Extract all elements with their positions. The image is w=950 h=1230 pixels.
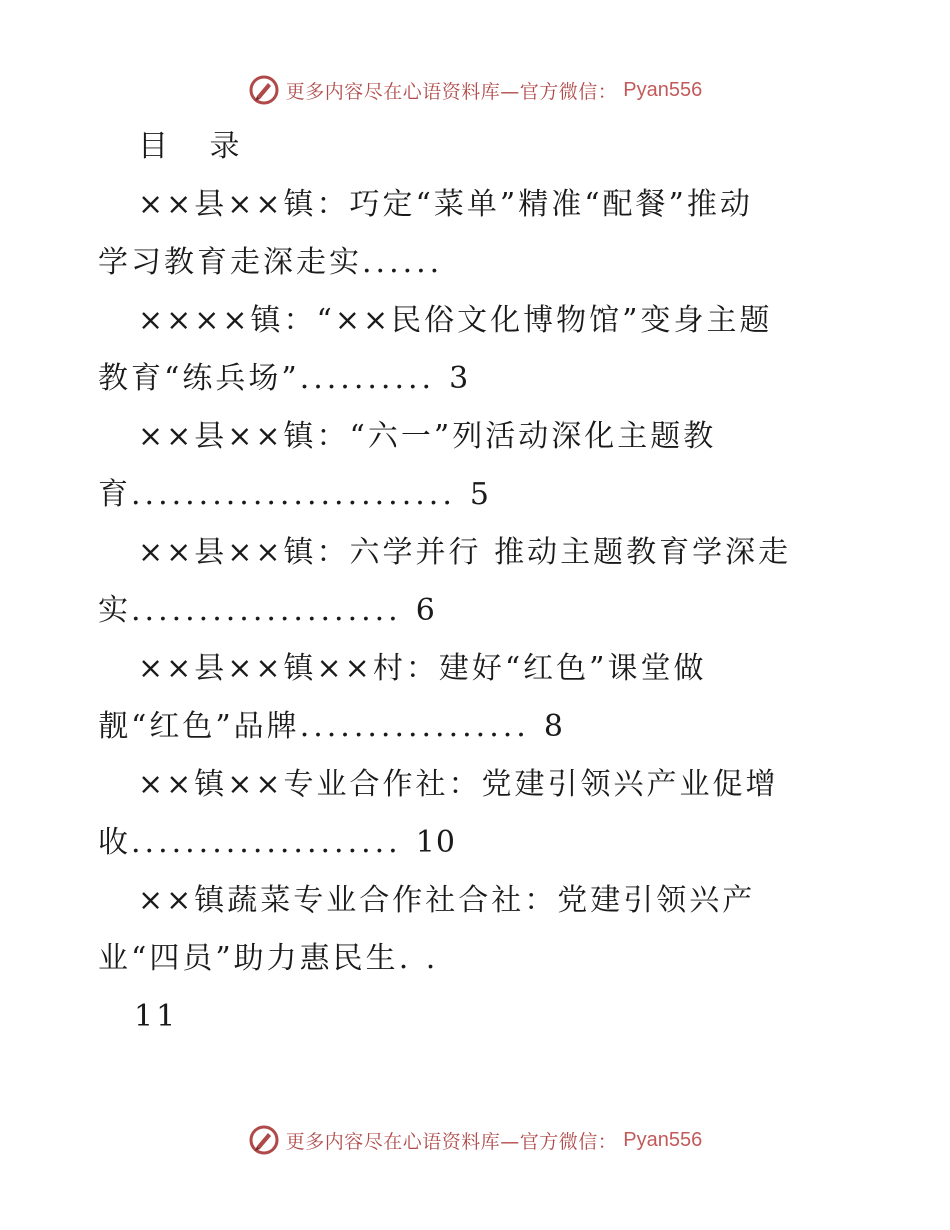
watermark-text: 更多内容尽在心语资料库—官方微信：	[285, 1130, 618, 1153]
toc-entry-title-cont: 学习教育走深走实	[98, 245, 362, 280]
toc-entry-title-cont: 靓“红色”品牌	[98, 709, 300, 744]
toc-entry-line1: ××县××镇：六学并行 推动主题教育学深走	[138, 535, 792, 570]
toc-entry-line1: ××县××镇××村：建好“红色”课堂做	[138, 651, 707, 686]
toc-entry-line3	[98, 988, 858, 1046]
toc-dot-leader: ......	[362, 245, 444, 280]
toc-entry-line2	[98, 582, 858, 640]
toc-entry	[98, 524, 858, 640]
toc-dot-leader: ........................	[131, 477, 456, 512]
toc-entry	[98, 872, 858, 1046]
watermark-header	[0, 70, 950, 110]
toc-page-number: 8	[543, 709, 564, 744]
toc-entry-line1: ××县××镇：巧定“菜单”精准“配餐”推动	[138, 187, 753, 222]
toc-dot-leader: ....................	[131, 593, 402, 628]
toc-entry-title-cont: 教育“练兵场”	[98, 361, 300, 396]
toc-entry-line2	[98, 350, 858, 408]
toc-page-number: 3	[449, 361, 470, 396]
watermark-wechat-id: Pyan556	[623, 1128, 703, 1151]
toc-page-number: 11	[134, 999, 179, 1034]
table-of-contents	[98, 118, 858, 1046]
toc-entry	[98, 756, 858, 872]
toc-dot-leader: ..........	[299, 361, 436, 396]
toc-entry	[98, 292, 858, 408]
toc-entry-title-cont: 实	[98, 593, 131, 628]
watermark-wechat-id: Pyan556	[623, 78, 703, 101]
toc-entry-line1: ××镇蔬菜专业合作社合社：党建引领兴产	[138, 883, 756, 918]
toc-entry	[98, 640, 858, 756]
toc-entry-line1: ××县××镇：“六一”列活动深化主题教	[138, 419, 717, 454]
watermark-footer	[0, 1120, 950, 1160]
pen-logo-icon	[248, 74, 280, 106]
toc-page-number: 5	[469, 477, 490, 512]
toc-dot-leader: . .	[398, 941, 440, 976]
pen-logo-icon	[248, 1124, 280, 1156]
toc-entry-title-cont: 育	[98, 477, 131, 512]
toc-entry	[98, 408, 858, 524]
toc-entry-line2	[98, 466, 858, 524]
toc-entry	[98, 176, 858, 292]
toc-entry-line2	[98, 814, 858, 872]
toc-page-number: 6	[415, 593, 436, 628]
toc-entry-line2	[98, 698, 858, 756]
toc-entry-line1: ××镇××专业合作社：党建引领兴产业促增	[138, 767, 779, 802]
toc-dot-leader: .................	[299, 709, 530, 744]
toc-title: 目 录	[138, 129, 256, 164]
toc-page-number: 10	[415, 825, 456, 860]
toc-entry-line2	[98, 234, 858, 292]
toc-entry-line1: ××××镇：“××民俗文化博物馆”变身主题	[138, 303, 773, 338]
toc-entry-line2	[98, 930, 858, 988]
watermark-text: 更多内容尽在心语资料库—官方微信：	[285, 80, 618, 103]
toc-entry-title-cont: 收	[98, 825, 131, 860]
toc-entry-title-cont: 业“四员”助力惠民生	[98, 941, 399, 976]
toc-dot-leader: ....................	[131, 825, 402, 860]
